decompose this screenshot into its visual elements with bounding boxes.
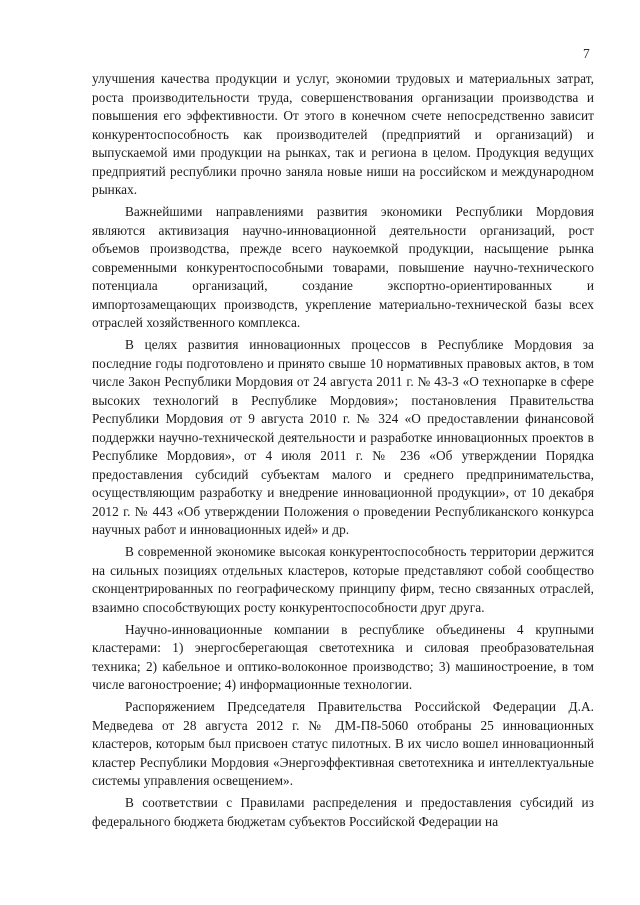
- paragraph-clusters-competitiveness: В современной экономике высокая конкурентоспособность территории держится на сильных позициях отдельных кластеров, которые представляют собой сообщество сконцентрированных по географическому принципу фирм, тесно связанных отраслей, взаимно способствующих росту конкурентоспособности друг друга.: [92, 544, 594, 615]
- page-number: 7: [583, 46, 590, 61]
- document-body: [92, 70, 594, 835]
- paragraph-subsidies: В соответствии с Правилами распределения и предоставления субсидий из федерального бюджета бюджетам субъектов Российской Федерации на: [92, 795, 594, 829]
- paragraph-pilot-clusters: Распоряжением Председателя Правительства Российской Федерации Д.А. Медведева от 28 августа 2012 г. № ДМ-П8-5060 отобраны 25 инновационных кластеров, которым был присвоен статус пилотных. В их число вошел инновационный кластер Республики Мордовия «Энергоэффективная светотехника и интеллектуальные системы управления освещением».: [92, 699, 594, 788]
- paragraph-economic-directions: Важнейшими направлениями развития экономики Республики Мордовия являются активизация научно-инновационной деятельности организаций, рост объемов производства, прежде всего наукоемкой продукции, насыщение рынка современными конкурентоспособными товарами, повышение научно-технического потенциала организаций, создание экспортно-ориентированных и импортозамещающих производств, укрепление материально-технической базы всех отраслей хозяйственного комплекса.: [92, 204, 594, 330]
- paragraph-four-clusters: Научно-инновационные компании в республике объединены 4 крупными кластерами: 1) энергосберегающая светотехника и силовая преобразовательная техника; 2) кабельное и оптико-волоконное производство; 3) машиностроение, в том числе вагоностроение; 4) информационные технологии.: [92, 621, 594, 692]
- paragraph-legal-acts: В целях развития инновационных процессов в Республике Мордовия за последние годы подготовлено и принято свыше 10 нормативных правовых актов, в том числе Закон Республики Мордовия от 24 августа 2011 г. № 43-З «О технопарке в сфере высоких технологий в Республике Мордовия»; постановления Правительства Республики Мордовия от 9 августа 2010 г. № 324 «О предоставлении финансовой поддержки научно-технической деятельности и разработке инновационных проектов в Республике Мордовия», от 4 июля 2011 г. № 236 «Об утверждении Порядка предоставления субсидий субъектам малого и среднего предпринимательства, осуществляющим разработку и внедрение инновационной продукции», от 10 декабря 2012 г. № 443 «Об утверждении Положения о проведении Республиканского конкурса научных работ и инновационных идей» и др.: [92, 337, 594, 537]
- paragraph-continuation: улучшения качества продукции и услуг, экономии трудовых и материальных затрат, роста производительности труда, совершенствования организации производства и повышения его эффективности. От этого в конечном счете непосредственно зависит конкурентоспособность как производителей (предприятий и организаций) и выпускаемой ими продукции на рынках, так и региона в целом. Продукция ведущих предприятий республики прочно заняла новые ниши на российском и международном рынках.: [92, 71, 594, 197]
